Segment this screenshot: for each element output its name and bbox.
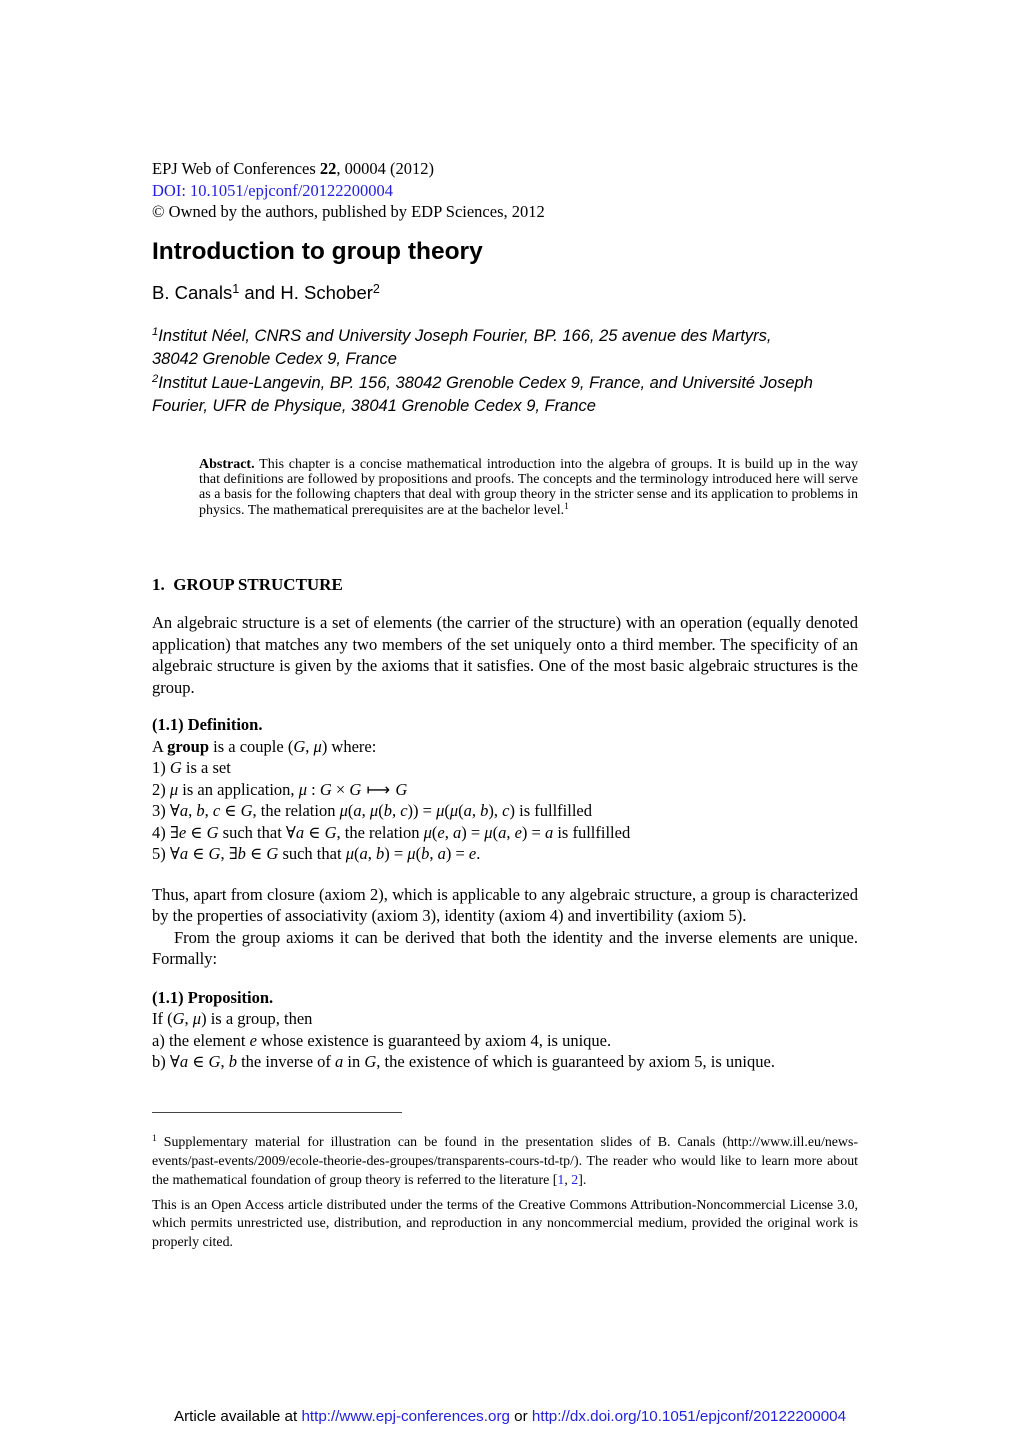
text-segment: ,: [444, 822, 453, 842]
text-segment: a) the element: [152, 1030, 250, 1050]
text-segment: 2): [152, 779, 170, 799]
affiliation-line: [152, 395, 858, 419]
definition-heading: (1.1) Definition.: [152, 715, 263, 735]
text-segment: (: [444, 801, 450, 821]
text-segment: A: [152, 736, 168, 756]
affiliations: [152, 325, 858, 419]
text-segment: 2: [152, 373, 159, 386]
text-segment: is a couple (: [209, 736, 294, 756]
doi-link[interactable]: [152, 180, 858, 202]
text-segment: , 00004 (2012): [336, 159, 435, 178]
text-segment: or: [509, 1408, 532, 1425]
footnote-divider: [152, 1112, 402, 1113]
abstract: [152, 457, 858, 519]
footer-availability-line: [0, 1408, 1020, 1425]
text-segment: ∈: [186, 822, 207, 842]
authors-line: [152, 281, 858, 305]
text-segment: Institut Laue-Langevin, BP. 156, 38042 Grenoble Cedex 9, France, and Université Joseph: [158, 373, 813, 392]
text-segment: a: [295, 822, 305, 842]
text-segment: μ: [423, 822, 432, 842]
copyright-line: © Owned by the authors, published by EDP Sciences, 2012: [152, 202, 545, 221]
text-segment: ) where:: [321, 736, 377, 756]
section-heading: 1. GROUP STRUCTURE: [152, 575, 343, 595]
text-segment: G: [266, 844, 279, 864]
text-segment: G: [319, 779, 332, 799]
intro-paragraph: An algebraic structure is a set of elements (the carrier of the structure) with an operation (equally denoted application) that matches any two members of the set uniquely onto a third member. The specificity of an algebraic structure is given by the axioms that it satisfies. One of the most basic algebraic structures is the group.: [152, 613, 858, 697]
text-segment: is an application,: [178, 779, 299, 799]
text-segment: ∈: [188, 844, 209, 864]
text-segment: ∈: [245, 844, 267, 864]
text-segment: G: [169, 758, 182, 778]
text-segment: b: [480, 801, 489, 821]
text-segment: in: [343, 1052, 365, 1072]
proposition-line: [152, 1008, 858, 1030]
text-segment: ),: [488, 801, 503, 821]
text-segment: (: [353, 844, 360, 864]
text-segment: 1: [232, 281, 240, 296]
text-segment: ×: [331, 779, 350, 799]
link-text[interactable]: http://www.epj-conferences.org: [301, 1408, 510, 1425]
text-segment: a: [452, 822, 462, 842]
text-segment: 4) ∃: [152, 822, 179, 842]
text-segment: .: [476, 844, 481, 864]
text-segment: a: [179, 1052, 189, 1072]
text-segment: μ: [298, 779, 307, 799]
affiliation-line: [152, 372, 858, 396]
text-segment: c: [502, 801, 510, 821]
link-text[interactable]: 2: [571, 1172, 579, 1188]
text-segment: ) is a group, then: [201, 1009, 313, 1029]
text-segment: ,: [367, 844, 376, 864]
text-segment: 2: [372, 281, 380, 296]
text-segment: )) =: [407, 801, 437, 821]
text-segment: e: [249, 1030, 257, 1050]
text-segment: the inverse of: [236, 1052, 336, 1072]
text-segment: μ: [484, 822, 493, 842]
text-segment: ,: [471, 801, 481, 821]
text-segment: ) =: [384, 844, 408, 864]
text-segment: ,: [204, 801, 213, 821]
text-segment: , the existence of which is guaranteed by axiom 5, is unique.: [376, 1052, 775, 1072]
text-segment: such that: [278, 844, 346, 864]
text-segment: G: [208, 1052, 221, 1072]
text-segment: a: [179, 844, 189, 864]
text-segment: e: [514, 822, 522, 842]
text-segment: μ: [369, 801, 379, 821]
text-segment: ,: [220, 1052, 229, 1072]
text-segment: (: [347, 801, 354, 821]
definition-line: [152, 822, 858, 844]
text-segment: a: [335, 1052, 344, 1072]
text-segment: e: [437, 822, 445, 842]
text-segment: 22: [319, 159, 337, 178]
text-segment: a: [359, 844, 368, 864]
text-segment: ∈: [220, 801, 241, 821]
text-segment: G: [349, 779, 362, 799]
definition-line: [152, 800, 858, 822]
footnote: [152, 1133, 858, 1190]
text-segment: G: [172, 1009, 185, 1029]
page-content: [152, 0, 858, 1252]
text-segment: If (: [152, 1009, 173, 1029]
text-segment: μ: [192, 1009, 202, 1029]
publication-header: [152, 158, 858, 223]
text-segment: a: [437, 844, 446, 864]
text-segment: B. Canals: [152, 281, 233, 303]
text-segment: ,: [361, 801, 370, 821]
text-segment: Institut Néel, CNRS and University Joseph Fourier, BP. 166, 25 avenue des Martyrs,: [158, 326, 772, 345]
text-segment: b: [237, 844, 246, 864]
text-segment: b: [383, 801, 392, 821]
text-segment: Abstract.: [199, 456, 255, 472]
text-segment: 5) ∀: [152, 844, 180, 864]
text-segment: whose existence is guaranteed by axiom 4, is unique.: [256, 1030, 612, 1050]
text-segment: group: [167, 736, 210, 756]
text-segment: such that ∀: [218, 822, 296, 842]
affiliation-line: [152, 348, 858, 372]
definition-line: [152, 757, 858, 779]
link-text[interactable]: 1: [557, 1172, 565, 1188]
text-segment: a: [353, 801, 362, 821]
journal-line: [152, 158, 858, 180]
text-segment: (: [378, 801, 384, 821]
text-segment: 38042 Grenoble Cedex 9, France: [152, 350, 397, 368]
text-segment: 1: [152, 326, 159, 339]
text-segment: 3) ∀: [152, 801, 180, 821]
text-segment: G: [293, 736, 306, 756]
text-segment: a: [544, 822, 554, 842]
text-segment: (: [492, 822, 499, 842]
proposition-line: [152, 1030, 858, 1052]
text-segment: is a set: [181, 758, 231, 778]
text-segment: μ: [345, 844, 354, 864]
text-segment: μ: [169, 779, 179, 799]
text-segment: :: [306, 779, 320, 799]
text-segment: 1: [564, 502, 569, 513]
text-segment: (: [415, 844, 422, 864]
text-segment: G: [206, 822, 219, 842]
text-segment: μ: [436, 801, 445, 821]
text-segment: Fourier, UFR de Physique, 38041 Grenoble Cedex 9, France: [152, 397, 596, 415]
text-segment: ∈: [304, 822, 325, 842]
text-segment: ,: [429, 844, 438, 864]
text-segment: ∈: [188, 1052, 209, 1072]
text-segment: ,: [506, 822, 515, 842]
license-notice: This is an Open Access article distributed under the terms of the Creative Commons Attribution-Noncommercial License 3.0, which permits unrestricted use, distribution, and reproduction in any noncommercial medium, provided the original work is properly cited.: [152, 1197, 858, 1250]
proposition-line: [152, 1051, 858, 1073]
text-segment: ,: [305, 736, 314, 756]
link-text[interactable]: http://dx.doi.org/10.1051/epjconf/20122200004: [531, 1408, 847, 1425]
text-segment: This chapter is a concise mathematical introduction into the algebra of groups. It is build up in the way that definitions are followed by propositions and proofs. The concepts and the terminology introduced here will serve as a basis for the following chapters that deal with group theory in the stricter sense and its application to problems in physics. The mathematical prerequisites are at the bachelor level.: [199, 456, 858, 518]
derived-paragraph: From the group axioms it can be derived that both the identity and the inverse elements are unique. Formally:: [152, 927, 858, 969]
proposition-heading: (1.1) Proposition.: [152, 987, 274, 1007]
text-segment: ) =: [445, 844, 469, 864]
text-segment: b: [421, 844, 430, 864]
text-segment: μ: [313, 736, 322, 756]
text-segment: , the relation: [336, 822, 424, 842]
text-segment: ,: [564, 1172, 572, 1188]
text-segment: e: [468, 844, 477, 864]
text-segment: ) is fullfilled: [509, 801, 592, 821]
text-segment: b) ∀: [152, 1052, 180, 1072]
text-segment: G: [240, 801, 253, 821]
text-segment: b: [228, 1052, 237, 1072]
text-segment: , ∃: [220, 844, 238, 864]
text-segment: Supplementary material for illustration can be found in the presentation slides of B. Canals (http://www.ill.eu/news-events/past-events/2009/ecole-theorie-des-groupes/transparents-cours-td-tp/). The reader who would like to learn more about the mathematical foundation of group theory is referred to the literature [: [152, 1134, 858, 1188]
page-title: Introduction to group theory: [152, 237, 483, 265]
text-segment: ⟼: [361, 779, 396, 799]
definition-line: [152, 779, 858, 801]
text-segment: G: [208, 844, 221, 864]
text-segment: 1: [152, 1134, 157, 1145]
text-segment: , the relation: [252, 801, 340, 821]
text-segment: b: [375, 844, 385, 864]
closure-paragraph: Thus, apart from closure (axiom 2), which is applicable to any algebraic structure, a group is characterized by the properties of associativity (axiom 3), identity (axiom 4) and invertibility (axiom 5).: [152, 884, 858, 926]
text-segment: is fullfilled: [553, 822, 631, 842]
text-segment: e: [178, 822, 187, 842]
text-segment: 1): [152, 758, 170, 778]
link-text[interactable]: DOI: 10.1051/epjconf/20122200004: [152, 180, 394, 200]
text-segment: μ: [339, 801, 348, 821]
text-segment: G: [364, 1052, 377, 1072]
definition-line: [152, 736, 858, 758]
text-segment: ) =: [521, 822, 545, 842]
text-segment: a: [498, 822, 507, 842]
text-segment: and H. Schober: [239, 281, 373, 303]
text-segment: μ: [407, 844, 416, 864]
text-segment: ].: [578, 1172, 587, 1188]
text-segment: a: [179, 801, 189, 821]
text-segment: c: [212, 801, 221, 821]
text-segment: EPJ Web of Conferences: [152, 159, 320, 178]
text-segment: (: [458, 801, 464, 821]
affiliation-line: [152, 325, 858, 349]
text-segment: Article available at: [173, 1408, 302, 1425]
text-segment: ) =: [461, 822, 485, 842]
definition-block: [152, 736, 858, 865]
text-segment: c: [400, 801, 408, 821]
text-segment: a: [463, 801, 472, 821]
proposition-block: [152, 1008, 858, 1073]
definition-line: [152, 843, 858, 865]
text-segment: (: [431, 822, 438, 842]
text-segment: ,: [391, 801, 401, 821]
text-segment: G: [324, 822, 337, 842]
text-segment: ,: [184, 1009, 193, 1029]
text-segment: μ: [449, 801, 459, 821]
text-segment: ,: [188, 801, 197, 821]
text-segment: G: [395, 779, 408, 799]
text-segment: b: [196, 801, 205, 821]
